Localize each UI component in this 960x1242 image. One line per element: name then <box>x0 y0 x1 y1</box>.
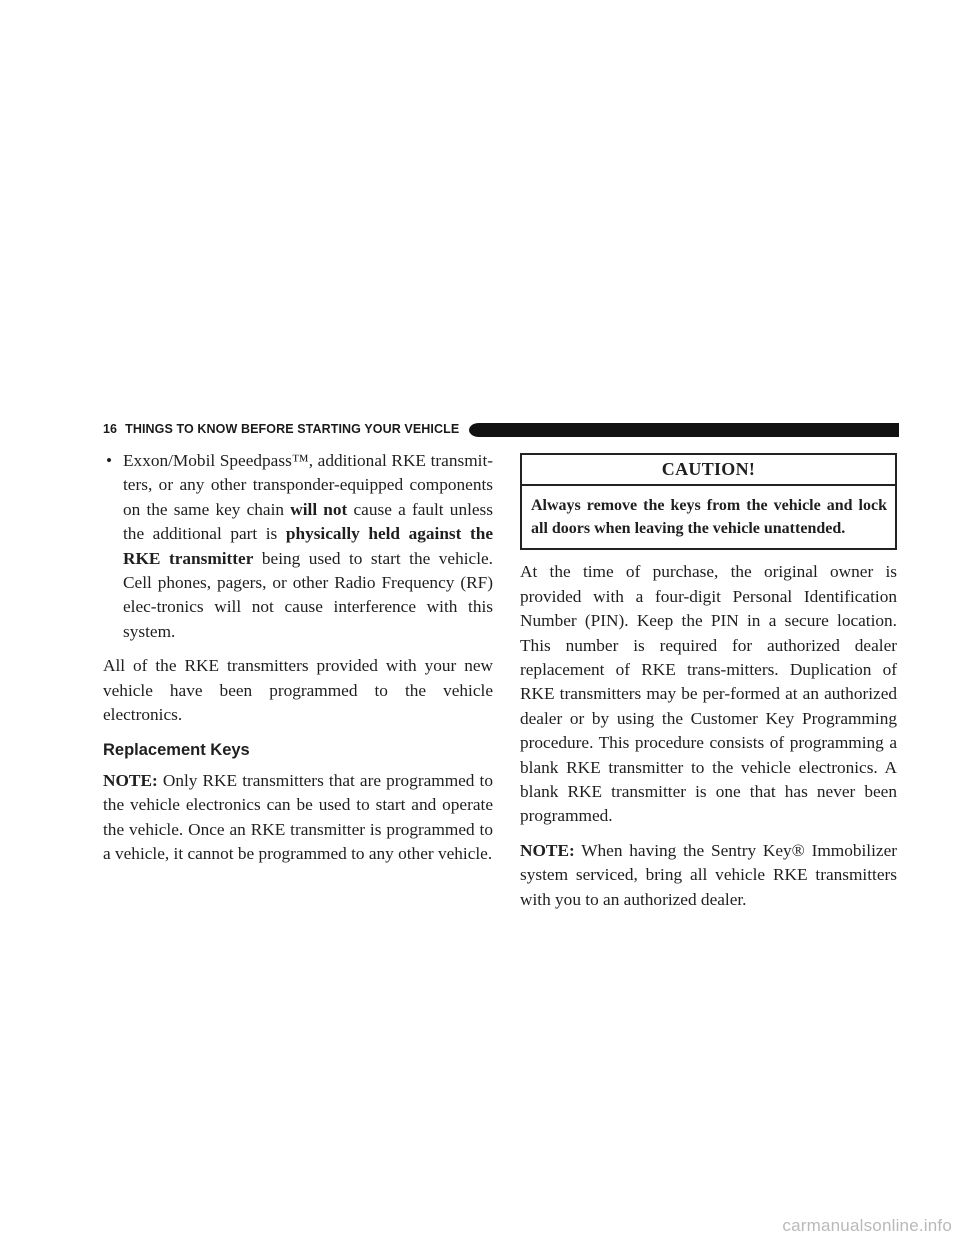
note-text: When having the Sentry Key® Immobilizer system serviced, bring all vehicle RKE transmitters with you to an authorized dealer. <box>520 840 897 909</box>
header-rule <box>469 423 899 437</box>
note-paragraph <box>103 769 493 867</box>
caution-body: Always remove the keys from the vehicle and lock all doors when leaving the vehicle unattended. <box>531 497 887 538</box>
left-column <box>103 449 493 867</box>
bullet-text-1: Exxon/Mobil Speedpass™, additional RKE transmit-ters, or any other transponder-equipped components on the same key chain <box>123 451 493 519</box>
bullet-icon: • <box>106 451 113 470</box>
paragraph-transmitters: All of the RKE transmitters provided with your new vehicle have been programmed to the vehicle electronics. <box>103 656 493 725</box>
bullet-text-2: cause a fault unless the additional part is <box>123 499 494 544</box>
note-label: NOTE: <box>520 840 575 860</box>
note-label: NOTE: <box>103 770 158 790</box>
section-heading: Replacement Keys <box>103 741 250 760</box>
header-section-title: THINGS TO KNOW BEFORE STARTING YOUR VEHICLE <box>125 422 460 436</box>
caution-box <box>520 453 897 550</box>
bullet-bold-1: will not <box>290 499 348 519</box>
bullet-text-3: being used to start the vehicle. Cell phones, pagers, or other Radio Frequency (RF) elec-tronics will not cause interference with this system. <box>123 548 494 641</box>
note-text: Only RKE transmitters that are programmed to the vehicle electronics can be used to start and operate the vehicle. Once an RKE transmitter is programmed to a vehicle, it cannot be programmed to any other vehicle. <box>103 770 493 864</box>
bullet-bold-2: physically held against the RKE transmitter <box>123 524 493 568</box>
right-column <box>520 449 897 912</box>
watermark: carmanualsonline.info <box>782 1216 952 1235</box>
note-paragraph <box>520 839 897 912</box>
caution-title: CAUTION! <box>522 455 895 486</box>
header-page-number: 16 <box>103 422 118 436</box>
bullet-item <box>103 449 493 644</box>
page-header <box>103 419 899 439</box>
paragraph-pin: At the time of purchase, the original owner is provided with a four-digit Personal Identification Number (PIN). Keep the PIN in a secure location. This number is required for authorized dealer replacement of RKE trans-mitters. Duplication of RKE transmitters may be per-formed at an authorized dealer or by using the Customer Key Programming procedure. This procedure consists of programming a blank RKE transmitter to the vehicle electronics. A blank RKE transmitter is one that has never been programmed. <box>520 562 897 826</box>
